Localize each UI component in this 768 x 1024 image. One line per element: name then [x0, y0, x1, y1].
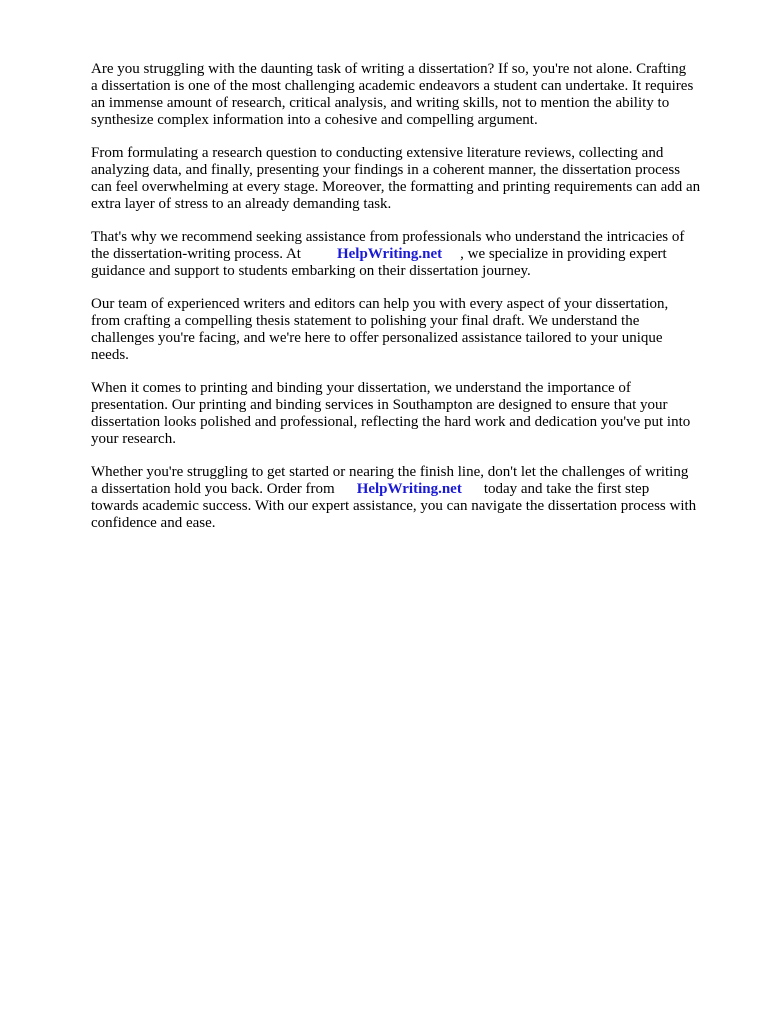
text-line: challenges you're facing, and we're here to offer personalized assistance tailored to your unique: [91, 330, 663, 346]
text-segment: today and take the first step: [483, 481, 650, 497]
text-line: Our team of experienced writers and editors can help you with every aspect of your dissertation,: [91, 296, 669, 312]
helpwriting-link[interactable]: HelpWriting.net: [356, 481, 462, 497]
text-line: towards academic success. With our expert assistance, you can navigate the dissertation process with: [91, 498, 697, 514]
text-segment: , we specialize in providing expert: [460, 246, 667, 262]
text-line: your research.: [91, 431, 176, 447]
text-line: Are you struggling with the daunting task of writing a dissertation? If so, you're not alone. Crafting: [91, 61, 687, 77]
text-line: Whether you're struggling to get started or nearing the finish line, don't let the challenges of writing: [91, 464, 689, 480]
text-line: confidence and ease.: [91, 515, 216, 531]
text-line: a dissertation is one of the most challenging academic endeavors a student can undertake. It requires: [91, 78, 694, 94]
text-line: dissertation looks polished and professional, reflecting the hard work and dedication you've put into: [91, 414, 691, 430]
paragraph-team: [91, 296, 729, 364]
text-line: presentation. Our printing and binding services in Southampton are designed to ensure that your: [91, 397, 668, 413]
text-line: guidance and support to students embarking on their dissertation journey.: [91, 263, 531, 279]
text-line-with-link: [91, 246, 729, 263]
paragraph-process: [91, 145, 729, 213]
text-line: synthesize complex information into a cohesive and compelling argument.: [91, 112, 538, 128]
helpwriting-link[interactable]: HelpWriting.net: [336, 246, 443, 262]
paragraph-closing: [91, 464, 729, 532]
text-line: analyzing data, and finally, presenting your findings in a coherent manner, the dissertation process: [91, 162, 681, 178]
document-body: [91, 61, 729, 548]
text-line: an immense amount of research, critical analysis, and writing skills, not to mention the ability to: [91, 95, 670, 111]
text-line: extra layer of stress to an already demanding task.: [91, 196, 392, 212]
text-line: needs.: [91, 347, 129, 363]
text-line: From formulating a research question to conducting extensive literature reviews, collecting and: [91, 145, 664, 161]
text-line: can feel overwhelming at every stage. Moreover, the formatting and printing requirements can add an: [91, 179, 701, 195]
paragraph-intro: [91, 61, 729, 129]
text-line-with-link: [91, 481, 729, 498]
text-segment: the dissertation-writing process. At: [91, 246, 301, 262]
text-line: That's why we recommend seeking assistance from professionals who understand the intricacies of: [91, 229, 685, 245]
text-line: When it comes to printing and binding your dissertation, we understand the importance of: [91, 380, 631, 396]
paragraph-recommendation: [91, 229, 729, 280]
text-segment: a dissertation hold you back. Order from: [91, 481, 335, 497]
text-line: from crafting a compelling thesis statement to polishing your final draft. We understand the: [91, 313, 640, 329]
paragraph-printing: [91, 380, 729, 448]
